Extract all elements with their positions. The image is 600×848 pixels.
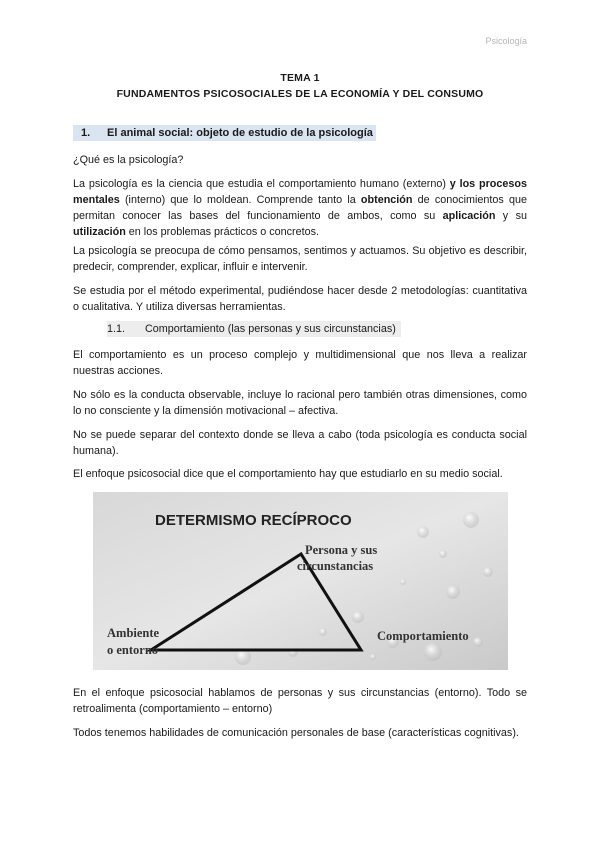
paragraph-behavior: El comportamiento es un proceso complejo y multidimensional que nos lleva a realizar nuestras acciones.: [73, 349, 527, 377]
paragraph-context: No se puede separar del contexto donde se lleva a cabo (toda psicología es conducta social humana).: [73, 429, 527, 457]
reciprocal-determinism-figure: [93, 492, 508, 670]
subsection-heading: [107, 321, 401, 337]
paragraph-communication: Todos tenemos habilidades de comunicación personales de base (características cognitivas).: [73, 727, 519, 739]
subsection-number: 1.1.: [107, 323, 126, 335]
subsection-title: Comportamiento (las personas y sus circunstancias): [145, 323, 396, 335]
section-heading: [73, 125, 376, 141]
running-header: Psicología: [485, 36, 527, 46]
document-subtitle: FUNDAMENTOS PSICOSOCIALES DE LA ECONOMÍA Y DEL CONSUMO: [116, 88, 484, 100]
figure-title: DETERMISMO RECÍPROCO: [155, 512, 352, 529]
paragraph-definition: La psicología es la ciencia que estudia el comportamiento humano (externo) y los procesos mentales (interno) que lo moldean. Comprende tanto la obtención de conocimientos que permitan conocer las bases del funcionamiento de ambos, como su aplicación y su utilización en los problemas prácticos o concretos.: [73, 178, 527, 238]
figure-svg: [93, 492, 508, 670]
paragraph-psychosocial: El enfoque psicosocial dice que el comportamiento hay que estudiarlo en su medio social.: [73, 468, 503, 480]
section-number: 1.: [81, 127, 91, 139]
paragraph-dimensions: No sólo es la conducta observable, incluye lo racional pero también otras dimensiones, como lo no consciente y la dimensión motivacional – afectiva.: [73, 389, 527, 417]
paragraph-circumstances: En el enfoque psicosocial hablamos de personas y sus circunstancias (entorno). Todo se retroalimenta (comportamiento – entorno): [73, 687, 527, 715]
label-environment-line2: o entorno: [107, 643, 159, 657]
label-person-line1: Persona y sus: [305, 543, 378, 557]
label-behavior: Comportamiento: [377, 629, 469, 643]
label-person-line2: circunstancias: [297, 559, 374, 573]
label-environment-line1: Ambiente: [107, 626, 160, 640]
document-title: TEMA 1: [280, 72, 320, 84]
paragraph-question: ¿Qué es la psicología?: [73, 154, 184, 166]
paragraph-objectives: La psicología se preocupa de cómo pensamos, sentimos y actuamos. Su objetivo es describir, predecir, comprender, explicar, influir e intervenir.: [73, 245, 527, 273]
section-title: El animal social: objeto de estudio de la psicología: [107, 127, 373, 139]
paragraph-method: Se estudia por el método experimental, pudiéndose hacer desde 2 metodologías: cuantitativa o cualitativa. Y utiliza diversas herramientas.: [73, 285, 527, 313]
